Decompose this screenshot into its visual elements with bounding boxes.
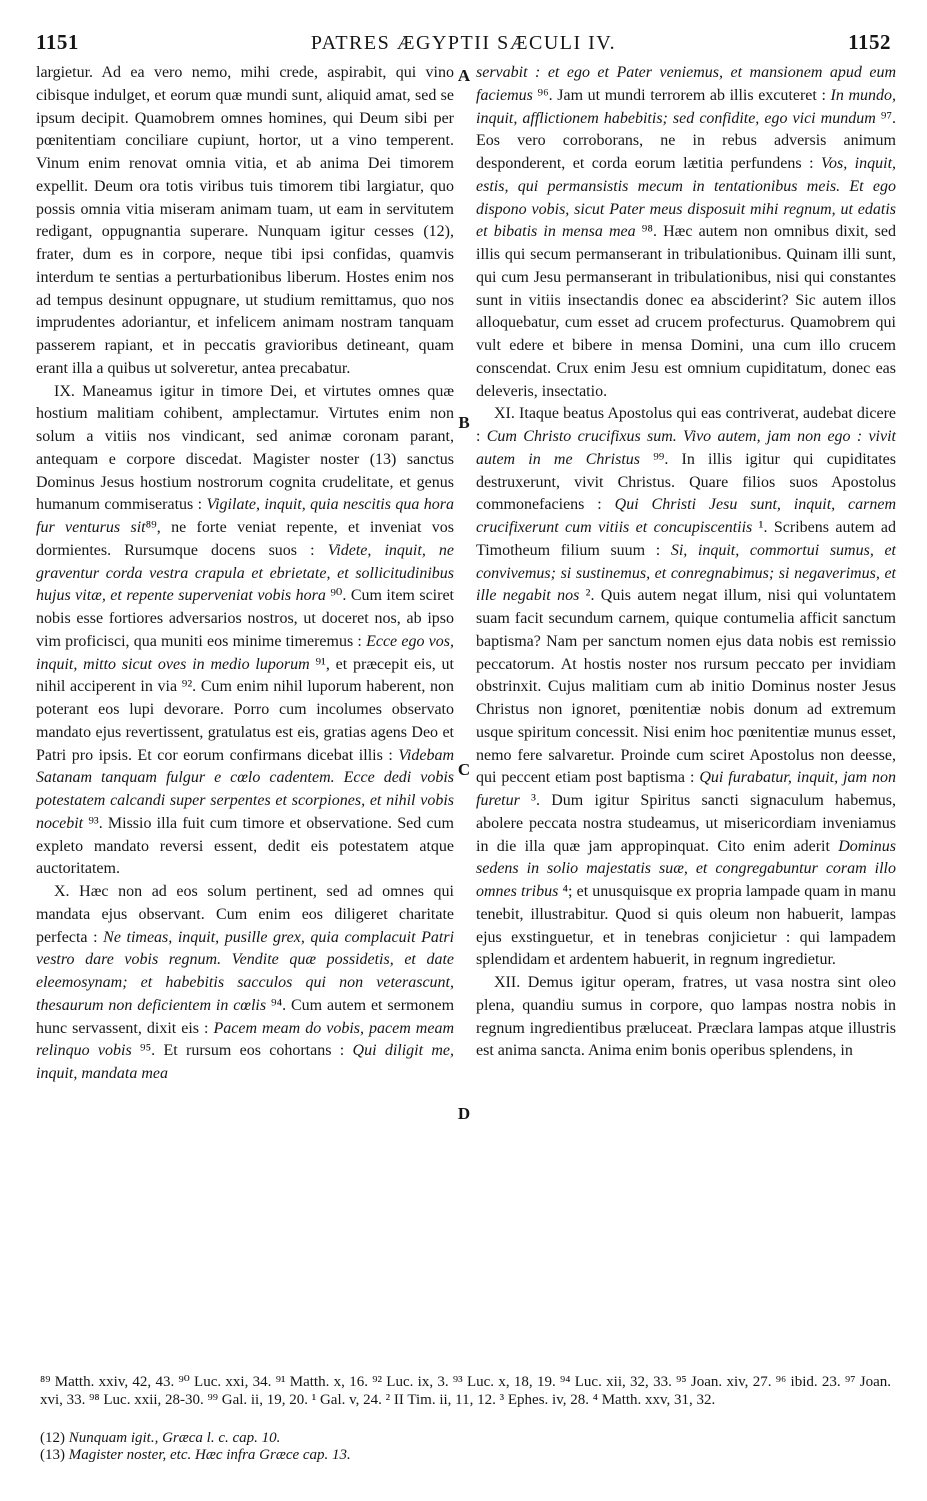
editorial-notes: [40, 1430, 891, 1464]
margin-letter-a: A: [457, 66, 471, 85]
biblical-footnotes: [40, 1373, 891, 1409]
paragraph-section-xii: XII. Demus igitur operam, fratres, ut vasa nostra sint oleo plena, quandiu sumus in corpore, quo lampas nostra nobis in regnum ingredientibus præluceat. Præclara lampas atque illustris est anima sancta. Anima enim bonis operibus splendens, in: [476, 974, 896, 1060]
running-head: [36, 30, 891, 60]
paragraph-section-x: X. Hæc non ad eos solum pertinent, sed ad omnes qui mandata ejus observant. Cum enim eos diligeret charitate perfecta : Ne timeas, inquit, pusille grex, quia complacuit Patri vestro dare vobis regnum. Vendite quæ possidetis, et date eleemosynam; et habebitis sacculos qui non veterascunt, thesaurum non deficientem in cœlis ⁹⁴. Cum autem et sermonem hunc servassent, dixit eis : Pacem meam do vobis, pacem meam relinquo vobis ⁹⁵. Et rursum eos cohortans : Qui diligit me, inquit, mandata mea: [36, 883, 455, 1082]
margin-letter-b: B: [458, 413, 470, 432]
margin-letter-d: D: [457, 1104, 471, 1123]
paragraph-section-xi: XI. Itaque beatus Apostolus qui eas contriverat, audebat dicere : Cum Christo crucifixus sum. Vivo autem, jam non ego : vivit autem in me Christus ⁹⁹. In illis igitur qui cupiditates destruxerunt, vivit Christus. Quare filios suos Apostolus commonefaciens : Qui Christi Jesu sunt, inquit, carnem crucifixerunt cum vitiis et concupiscentiis ¹. Scribens autem ad Timotheum filium suum : Si, inquit, commortui sumus, et convivemus; si sustinemus, et conregnabimus; si negaverimus, et ille negabit nos ². Quis autem negat illum, nisi qui voluntatem suam facit secundum carnem, quique contumelia afficit sanctum baptisma? Nam per sanctum nomen ejus data nobis est remissio peccatorum. At hostis noster nos rursum peccato per invidiam obstrinxit. Cujus malitiam cum ab initio Dominus noster Jesus Christus non ignoret, pœnitentiæ nobis donum ad extremum usque spiritum concessit. Nisi enim hoc pœnitentiæ munus esset, nemo fere salvaretur. Proinde cum sciret Apostolus non deesse, qui peccent etiam post baptisma : Qui furabatur, inquit, jam non furetur ³. Dum igitur Spiritus sancti signaculum habemus, abolere peccata nostra studeamus, ut misericordiam inveniamus in die illa quæ jam appropinquat. Cito enim aderit Dominus sedens in solio majestatis suæ, et congregabuntur coram illo omnes tribus ⁴; et unusquisque ex propria lampade quam in manu tenebit, illustrabitur. Quod si quis oleum non habuerit, lampas ejus exstinguetur, et in tenebras conjicietur : qui lampadem splendidam et ardentem habuerit, in regnum ingredietur.: [476, 405, 897, 969]
editorial-note: (13) Magister noster, etc. Hæc infra Græce cap. 13.: [40, 1447, 351, 1463]
biblical-footnote-text: ⁸⁹ Matth. xxiv, 42, 43. ⁹⁰ Luc. xxi, 34. ⁹¹ Matth. x, 16. ⁹² Luc. ix, 3. ⁹³ Luc. x, 18, 19. ⁹⁴ Luc. xii, 32, 33. ⁹⁵ Joan. xiv, 27. ⁹⁶ ibid. 23. ⁹⁷ Joan. xvi, 33. ⁹⁸ Luc. xxii, 28-30. ⁹⁹ Gal. ii, 19, 20. ¹ Gal. v, 24. ² II Tim. ii, 11, 12. ³ Ephes. iv, 28. ⁴ Matth. xxv, 31, 32.: [40, 1374, 891, 1408]
paragraph-continued-right: servabit : et ego et Pater veniemus, et mansionem apud eum faciemus ⁹⁶. Jam ut mundi terrorem ab illis excuteret : In mundo, inquit, afflictionem habebitis; sed confidite, ego vici mundum ⁹⁷. Eos vero corroborans, ne in rebus adversis animum desponderent, et corda eorum lætitia perfundens : Vos, inquit, estis, qui permansistis mecum in tentationibus meis. Et ego dispono vobis, sicut Pater meus disposuit mihi regnum, ut edatis et bibatis in mensa mea ⁹⁸. Hæc autem non omnibus dixit, sed illis qui secum permanserant in tribulationibus. Quinam illi sunt, qui cum Jesu permanserant in tribulationibus, nisi qui constantes sunt in vitiis insectandis donec ea absciderint? Sic autem illos alloquebatur, cum esset ad crucem profecturus. Quamobrem qui vult edere et bibere in mensa Domini, una cum illo crucem conscendat. Crux enim Jesu est omnium cupiditatum, donec eas deleveris, insectatio.: [476, 64, 897, 400]
left-column: [36, 62, 454, 1086]
page-number-right: 1152: [848, 30, 891, 54]
editorial-note: (12) Nunquam igit., Græca l. c. cap. 10.: [40, 1430, 281, 1446]
page-number-left: 1151: [36, 30, 79, 54]
margin-letter-c: C: [457, 760, 471, 779]
paragraph-section-ix: IX. Maneamus igitur in timore Dei, et virtutes omnes quæ hostium malitiam cohibent, amplectamur. Virtutes enim non solum a vitiis nos vindicant, sed animæ coronam parant, antequam e corpore discedat. Magister noster (13) sanctus Dominus Jesus hostium nostrorum cognita crudelitate, et genus humanum commiseratus : Vigilate, inquit, quia nescitis qua hora fur venturus sit⁸⁹, ne forte veniat repente, et inveniat vos dormientes. Rursumque docens suos : Videte, inquit, ne graventur corda vestra crapula et ebrietate, et sollicitudinibus hujus vitæ, et repente superveniat vobis hora ⁹⁰. Cum item sciret nobis esse fortiores adversarios nostros, ut doceret nos, ab ipso vim proficisci, qua muniti eos minime timeremus : Ecce ego vos, inquit, mitto sicut oves in medio luporum ⁹¹, et præcepit eis, ut nihil acciperent in via ⁹². Cum enim nihil luporum haberent, non poterant eos lupi devorare. Porro cum incolumes observato mandato ejus revertissent, gratulatus est eis, gratias agens Deo et Patri pro ipsis. Et cor eorum confirmans dicebat illis : Videbam Satanam tanquam fulgur e cœlo cadentem. Ecce dedi vobis potestatem calcandi super serpentes et scorpiones, et nihil vobis nocebit ⁹³. Missio illa fuit cum timore et observatione. Sed cum expleto mandato reversi essent, dedit eis potestatem atque auctoritatem.: [36, 382, 455, 878]
right-column: [476, 62, 896, 1063]
running-title: PATRES ÆGYPTII SÆCULI IV.: [310, 32, 617, 54]
paragraph-continued: largietur. Ad ea vero nemo, mihi crede, aspirabit, qui vino cibisque indulget, et eorum quæ mundi sunt, aliquid amat, sed se ipsum decipit. Quamobrem omnes homines, qui Deum sibi per pœnitentiam conciliare cupiunt, hortor, ut a vino temperent. Vinum enim renovat omnia vitia, et ab anima Dei timorem expellit. Deum ora totis viribus tuis timorem tibi largiatur, quo possis omnia vitia miseram animam tuam, ut eam in servitutem redigant, oppugnantia superare. Nunquam igitur cesses (12), frater, dum es in corpore, neque tibi ipsi confidas, quamvis interdum te sentias a perturbationibus liberum. Hostes enim nos ad tempus desinunt oppugnare, ut studium remittamus, quo nos imprudentes adoriantur, et infelicem animam nostram tanquam passerem rapiant, et in peccatis gravioribus detineant, quam erant illa a quibus ut solveretur, antea precabatur.: [36, 64, 454, 377]
